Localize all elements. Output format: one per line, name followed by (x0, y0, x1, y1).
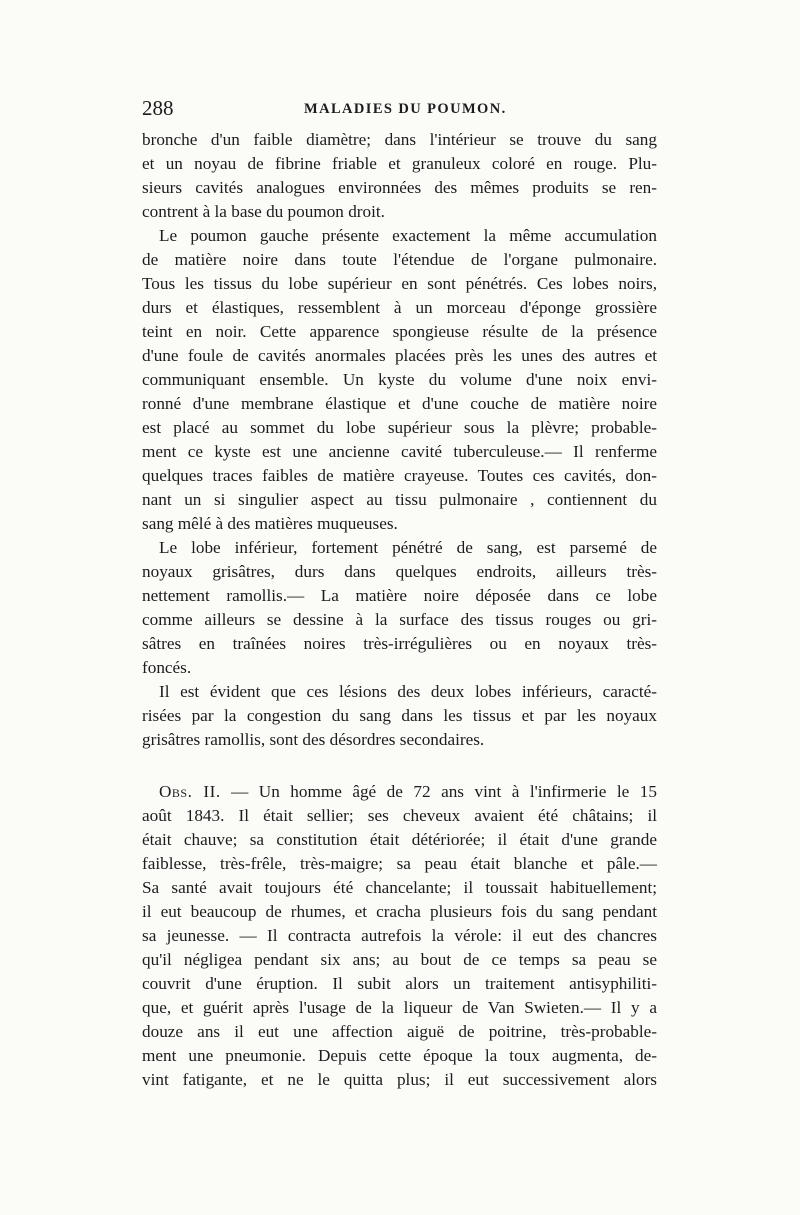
observation-first-line (142, 780, 657, 804)
text-line: comme ailleurs se dessine à la surface des tissus rouges ou gri- (142, 610, 657, 629)
text-line: grisâtres ramollis, sont des désordres secondaires. (142, 730, 485, 749)
text-line: ronné d'une membrane élastique et d'une couche de matière noire (142, 394, 657, 413)
text-line: de matière noire dans toute l'étendue de l'organe pulmonaire. (142, 250, 657, 269)
text-line: durs et élastiques, ressemblent à un morceau d'éponge grossière (142, 298, 657, 317)
text-line: quelques traces faibles de matière crayeuse. Toutes ces cavités, don- (142, 466, 657, 485)
text-line: sieurs cavités analogues environnées des mêmes produits se ren- (142, 178, 657, 197)
text-line: Le lobe inférieur, fortement pénétré de sang, est parsemé de (159, 538, 657, 557)
text-line: faiblesse, très-frêle, très-maigre; sa peau était blanche et pâle.— (142, 854, 657, 873)
text-line: ment une pneumonie. Depuis cette époque la toux augmenta, de- (142, 1046, 657, 1065)
text-line: que, et guérit après l'usage de la liqueur de Van Swieten.— Il y a (142, 998, 657, 1017)
text-line: sang mêlé à des matières muqueuses. (142, 514, 398, 533)
running-title: MALADIES DU POUMON. (304, 101, 507, 117)
text-line: Il est évident que ces lésions des deux lobes inférieurs, caracté- (159, 682, 657, 701)
text-line: noyaux grisâtres, durs dans quelques endroits, ailleurs très- (142, 562, 657, 581)
page-header (142, 96, 657, 122)
text-line: Le poumon gauche présente exactement la même accumulation (159, 226, 657, 245)
text-line: sa jeunesse. — Il contracta autrefois la vérole: il eut des chancres (142, 926, 657, 945)
text-line: Sa santé avait toujours été chancelante; il toussait habituellement; (142, 878, 657, 897)
text-line: et un noyau de fibrine friable et granuleux coloré en rouge. Plu- (142, 154, 657, 173)
text-line: Tous les tissus du lobe supérieur en sont pénétrés. Ces lobes noirs, (142, 274, 657, 293)
text-line: teint en noir. Cette apparence spongieuse résulte de la présence (142, 322, 657, 341)
text-line: foncés. (142, 658, 192, 677)
text-line: couvrit d'une éruption. Il subit alors un traitement antisyphiliti- (142, 974, 657, 993)
text-line: qu'il négligea pendant six ans; au bout de ce temps sa peau se (142, 950, 657, 969)
text-line: nettement ramollis.— La matière noire déposée dans ce lobe (142, 586, 657, 605)
text-line: nant un si singulier aspect au tissu pulmonaire , contiennent du (142, 490, 657, 509)
text-line: il eut beaucoup de rhumes, et cracha plusieurs fois du sang pendant (142, 902, 657, 921)
text-line: vint fatigante, et ne le quitta plus; il eut successivement alors (142, 1070, 657, 1089)
text-line: août 1843. Il était sellier; ses cheveux avaient été châtains; il (142, 806, 657, 825)
observation-label: Obs. II. (159, 782, 221, 801)
text-line: risées par la congestion du sang dans les tissus et par les noyaux (142, 706, 657, 725)
text-line: communiquant ensemble. Un kyste du volume d'une noix envi- (142, 370, 657, 389)
text-line: sâtres en traînées noires très-irrégulières ou en noyaux très- (142, 634, 657, 653)
page-number: 288 (142, 96, 174, 120)
text-line: contrent à la base du poumon droit. (142, 202, 385, 221)
text-line: ment ce kyste est une ancienne cavité tuberculeuse.— Il renferme (142, 442, 657, 461)
observation-text: — Un homme âgé de 72 ans vint à l'infirmerie le 15 (220, 782, 657, 801)
text-line: est placé au sommet du lobe supérieur sous la plèvre; probable- (142, 418, 657, 437)
text-line: était chauve; sa constitution était détériorée; il était d'une grande (142, 830, 657, 849)
text-line: d'une foule de cavités anormales placées près les unes des autres et (142, 346, 657, 365)
text-line: douze ans il eut une affection aiguë de poitrine, très-probable- (142, 1022, 657, 1041)
text-line: bronche d'un faible diamètre; dans l'intérieur se trouve du sang (142, 130, 657, 149)
